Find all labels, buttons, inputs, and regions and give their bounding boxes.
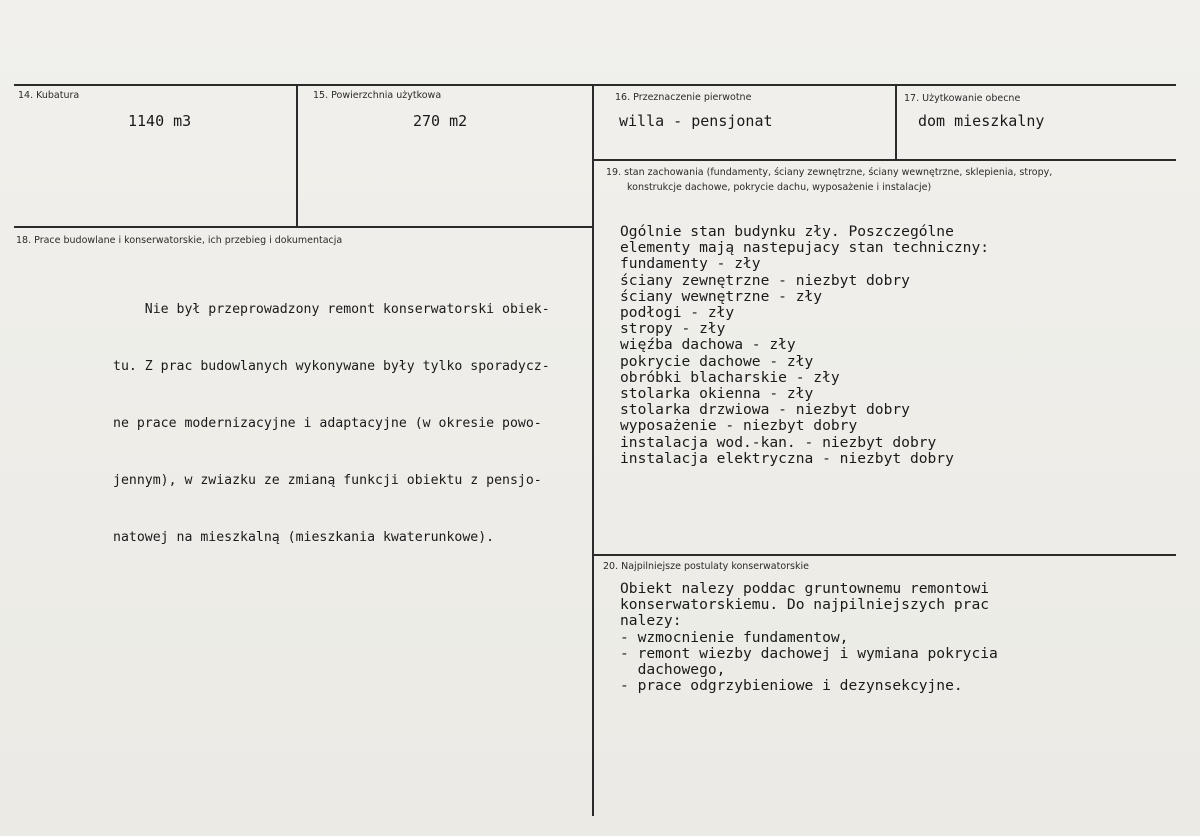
postulaty-line: konserwatorskiemu. Do najpilniejszych prac [620,596,990,614]
stan-line: wyposażenie - niezbyt dobry [620,417,858,435]
postulaty-line: Obiekt nalezy poddac gruntownemu remontowi [620,580,990,597]
kubatura-value: 1140 m3 [128,112,192,130]
divider-center [592,84,594,816]
przeznaczenie-value: willa - pensjonat [619,112,773,130]
stan-line: podłogi - zły [620,304,735,322]
prace-line: ne prace modernizacyjne i adaptacyjne (w okresie powo- [113,416,542,431]
kubatura-label: 14. Kubatura [18,90,80,101]
stan-label-line2: konstrukcje dachowe, pokrycie dachu, wyposażenie i instalacje) [627,182,932,193]
stan-line: ściany wewnętrzne - zły [620,287,823,305]
stan-text [620,224,989,467]
stan-line: instalacja elektryczna - niezbyt dobry [620,449,954,467]
prace-line: Nie był przeprowadzony remont konserwatorski obiek- [113,302,550,317]
uzytkowanie-label: 17. Użytkowanie obecne [904,93,1021,104]
uzytkowanie-value: dom mieszkalny [918,112,1045,130]
stan-line: Ogólnie stan budynku zły. Poszczególne [620,223,954,240]
postulaty-line: - remont wiezby dachowej i wymiana pokrycia [620,644,998,662]
stan-label-line1: 19. stan zachowania (fundamenty, ściany zewnętrzne, ściany wewnętrzne, sklepienia, stropy, [606,167,1053,178]
stan-line: obróbki blacharskie - zły [620,368,840,386]
rule-under-16-17 [593,159,1176,161]
stan-line: stolarka drzwiowa - niezbyt dobry [620,401,910,419]
divider-16-17 [895,84,897,160]
prace-line: jennym), w zwiazku ze zmianą funkcji obiektu z pensjo- [113,473,542,488]
prace-line: natowej na mieszkalną (mieszkania kwaterunkowe). [113,530,495,545]
stan-line: stolarka okienna - zły [620,385,814,403]
stan-line: fundamenty - zły [620,255,761,273]
prace-text [113,262,550,585]
stan-line: elementy mają nastepujacy stan techniczny: [620,239,990,257]
divider-14-15 [296,84,298,228]
stan-line: stropy - zły [620,320,726,338]
stan-line: ściany zewnętrzne - niezbyt dobry [620,271,910,289]
stan-line: więźba dachowa - zły [620,336,796,354]
postulaty-line: - prace odgrzybieniowe i dezynsekcyjne. [620,677,963,695]
postulaty-line: nalezy: [620,612,682,630]
stan-line: instalacja wod.-kan. - niezbyt dobry [620,433,937,451]
postulaty-line: dachowego, [620,661,726,679]
przeznaczenie-label: 16. Przeznaczenie pierwotne [615,92,752,103]
powierzchnia-label: 15. Powierzchnia użytkowa [313,90,442,101]
powierzchnia-value: 270 m2 [413,112,468,130]
postulaty-label: 20. Najpilniejsze postulaty konserwatorskie [603,561,809,572]
rule-under-14-15 [14,226,594,228]
prace-line: tu. Z prac budowlanych wykonywane były tylko sporadycz- [113,359,550,374]
prace-label: 18. Prace budowlane i konserwatorskie, ich przebieg i dokumentacja [16,235,343,246]
rule-above-20 [593,554,1176,556]
postulaty-line: - wzmocnienie fundamentow, [620,628,849,646]
stan-line: pokrycie dachowe - zły [620,352,814,370]
postulaty-text [620,581,998,694]
top-rule [14,84,1176,86]
